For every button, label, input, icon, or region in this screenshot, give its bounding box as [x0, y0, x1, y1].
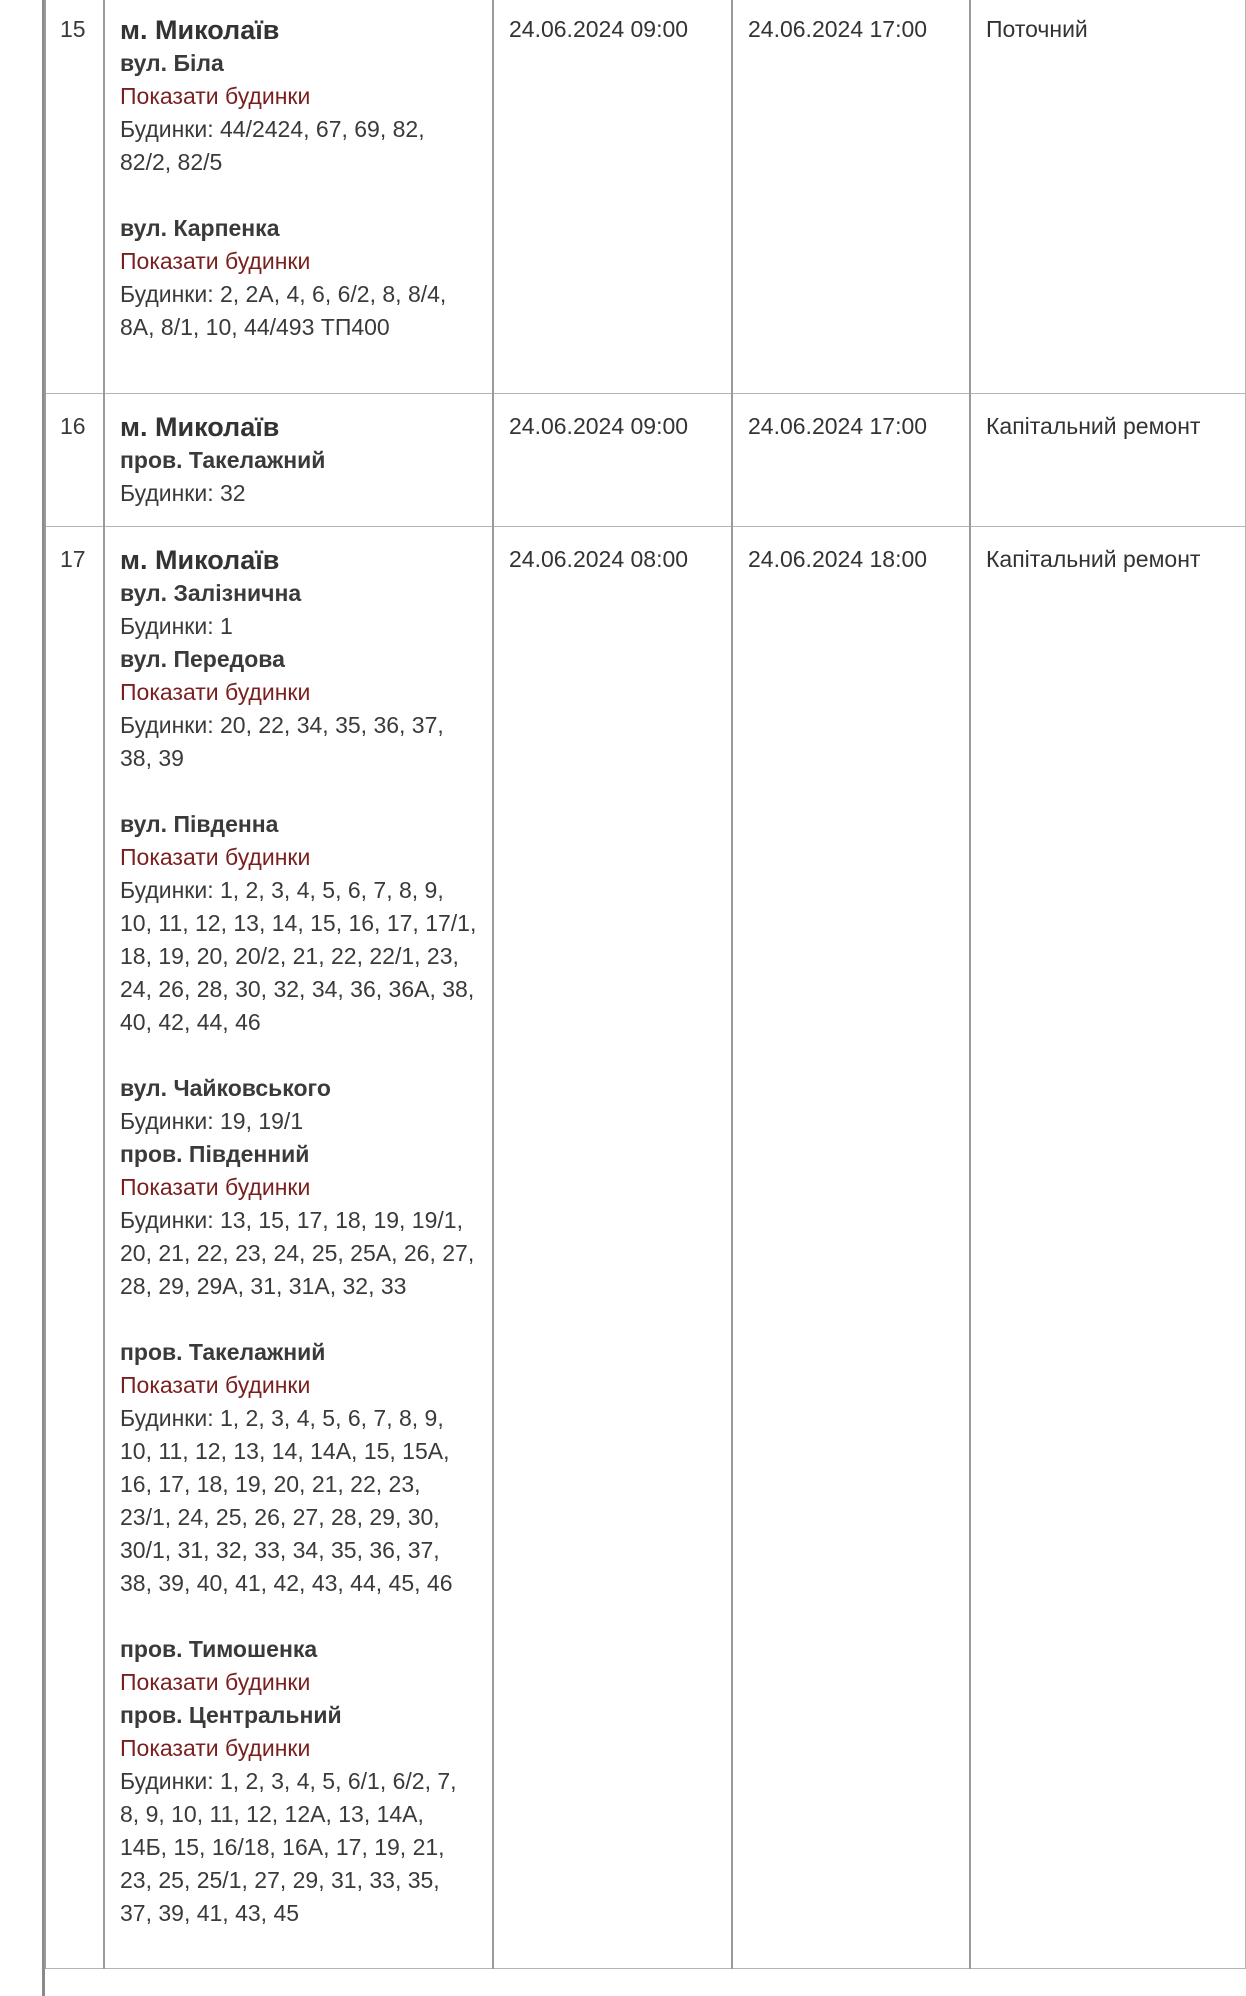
work-type: Капітальний ремонт [970, 394, 1245, 527]
show-houses-link[interactable]: Показати будинки [120, 679, 311, 705]
group-spacer [120, 179, 477, 212]
show-houses-link[interactable]: Показати будинки [120, 1174, 311, 1200]
outage-table [44, 0, 1246, 1969]
group-spacer [120, 1303, 477, 1336]
start-time: 24.06.2024 08:00 [493, 527, 732, 1969]
row-number: 16 [45, 394, 104, 527]
street-name: пров. Такелажний [120, 1339, 326, 1365]
city-name: м. Миколаїв [120, 412, 280, 442]
street-name: пров. Тимошенка [120, 1636, 318, 1662]
show-houses-link[interactable]: Показати будинки [120, 844, 311, 870]
houses-list: Будинки: 1, 2, 3, 4, 5, 6, 7, 8, 9, 10, 11, 12, 13, 14, 15, 16, 17, 17/1, 18, 19, 20, 20/2, 21, 22, 22/1, 23, 24, 26, 28, 30, 32, 34, 36, 36А, 38, 40, 42, 44, 46 [120, 877, 477, 1035]
end-time: 24.06.2024 17:00 [732, 0, 970, 394]
street-name: вул. Залізнична [120, 580, 302, 606]
work-type: Капітальний ремонт [970, 527, 1245, 1969]
show-houses-link[interactable]: Показати будинки [120, 1735, 311, 1761]
houses-list: Будинки: 1, 2, 3, 4, 5, 6/1, 6/2, 7, 8, 9, 10, 11, 12, 12А, 13, 14А, 14Б, 15, 16/18, 16А, 17, 19, 21, 23, 25, 25/1, 27, 29, 31, 33, 35, 37, 39, 41, 43, 45 [120, 1768, 457, 1926]
houses-list: Будинки: 20, 22, 34, 35, 36, 37, 38, 39 [120, 712, 444, 771]
table-row [45, 0, 1245, 394]
show-houses-link[interactable]: Показати будинки [120, 83, 311, 109]
houses-list: Будинки: 44/2424, 67, 69, 82, 82/2, 82/5 [120, 116, 425, 175]
address-cell [104, 0, 493, 394]
street-name: пров. Такелажний [120, 447, 326, 473]
group-spacer [120, 1039, 477, 1072]
show-houses-link[interactable]: Показати будинки [120, 1372, 311, 1398]
houses-list: Будинки: 19, 19/1 [120, 1108, 304, 1134]
address-cell [104, 527, 493, 1969]
city-name: м. Миколаїв [120, 15, 280, 45]
start-time: 24.06.2024 09:00 [493, 394, 732, 527]
street-name: вул. Південна [120, 811, 279, 837]
houses-list: Будинки: 32 [120, 480, 246, 506]
address-cell [104, 394, 493, 527]
houses-list: Будинки: 13, 15, 17, 18, 19, 19/1, 20, 21, 22, 23, 24, 25, 25А, 26, 27, 28, 29, 29А, 31, 31А, 32, 33 [120, 1207, 475, 1299]
end-time: 24.06.2024 17:00 [732, 394, 970, 527]
street-name: пров. Південний [120, 1141, 310, 1167]
end-time: 24.06.2024 18:00 [732, 527, 970, 1969]
table-row [45, 394, 1245, 527]
street-name: вул. Карпенка [120, 215, 280, 241]
work-type: Поточний [970, 0, 1245, 394]
group-spacer [120, 1930, 477, 1952]
table-row [45, 527, 1245, 1969]
group-spacer [120, 1600, 477, 1633]
houses-list: Будинки: 2, 2А, 4, 6, 6/2, 8, 8/4, 8А, 8/1, 10, 44/493 ТП400 [120, 281, 447, 340]
street-name: пров. Центральний [120, 1702, 342, 1728]
show-houses-link[interactable]: Показати будинки [120, 1669, 311, 1695]
street-name: вул. Біла [120, 50, 224, 76]
city-name: м. Миколаїв [120, 545, 280, 575]
row-number: 15 [45, 0, 104, 394]
start-time: 24.06.2024 09:00 [493, 0, 732, 394]
row-number: 17 [45, 527, 104, 1969]
group-spacer [120, 344, 477, 377]
group-spacer [120, 775, 477, 808]
houses-list: Будинки: 1 [120, 613, 233, 639]
street-name: вул. Чайковського [120, 1075, 331, 1101]
street-name: вул. Передова [120, 646, 285, 672]
houses-list: Будинки: 1, 2, 3, 4, 5, 6, 7, 8, 9, 10, 11, 12, 13, 14, 14А, 15, 15А, 16, 17, 18, 19, 20, 21, 22, 23, 23/1, 24, 25, 26, 27, 28, 29, 30, 30/1, 31, 32, 33, 34, 35, 36, 37, 38, 39, 40, 41, 42, 43, 44, 45, 46 [120, 1405, 453, 1596]
show-houses-link[interactable]: Показати будинки [120, 248, 311, 274]
